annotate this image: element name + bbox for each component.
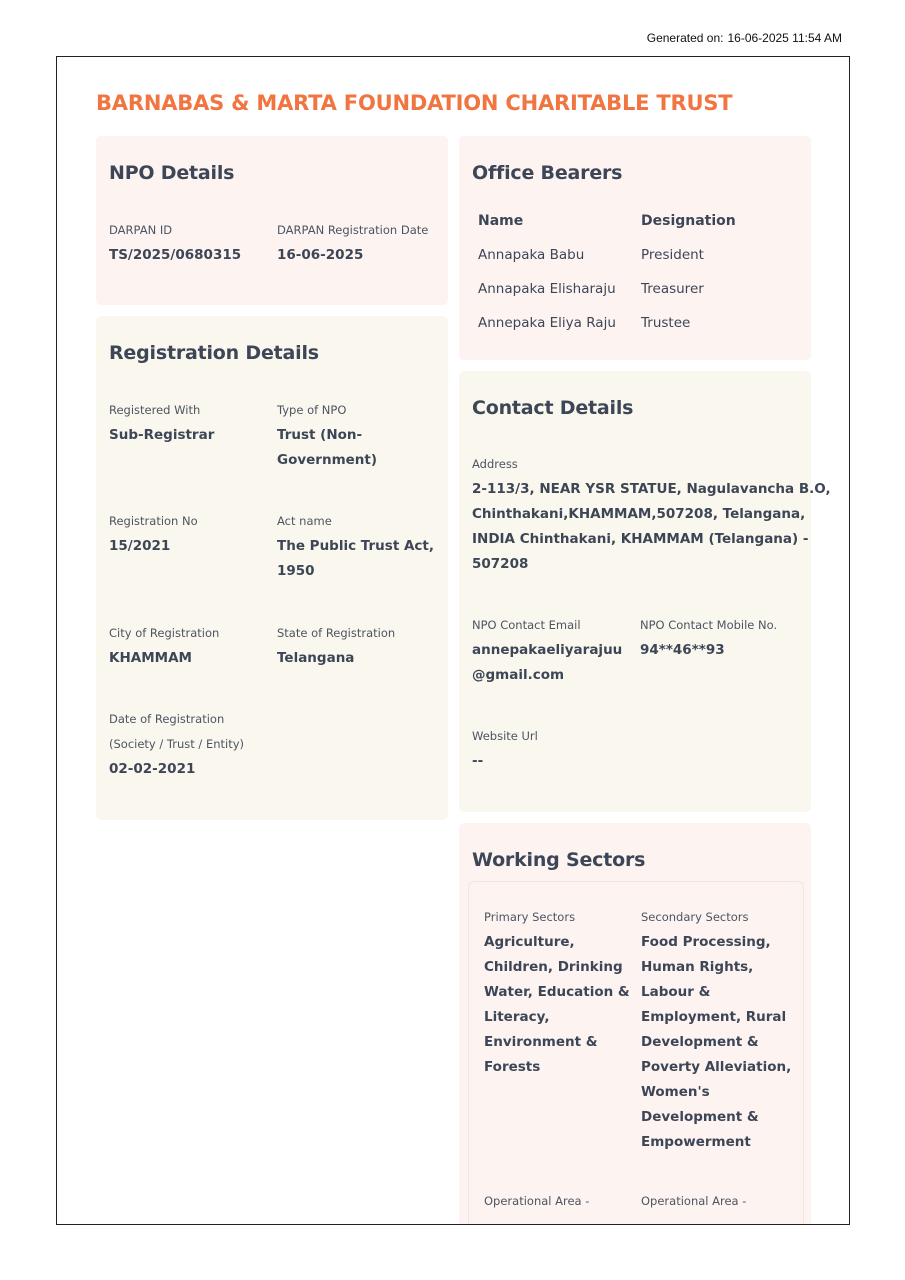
act-name-line: The Public Trust Act, bbox=[277, 538, 435, 554]
bearer-name-header: Name bbox=[478, 213, 524, 229]
registration-date-value: 02-02-2021 bbox=[109, 761, 196, 777]
darpan-id-value: TS/2025/0680315 bbox=[109, 247, 242, 263]
bearer-designation-header: Designation bbox=[641, 213, 736, 229]
contact-email-line: @gmail.com bbox=[472, 667, 565, 683]
registration-details-title: Registration Details bbox=[109, 342, 319, 364]
contact-email-line: annepakaeliyarajuu bbox=[472, 642, 623, 658]
act-name-label: Act name bbox=[277, 514, 332, 528]
registration-no-label: Registration No bbox=[109, 514, 198, 528]
secondary-sector-line: Development & bbox=[641, 1034, 759, 1050]
bearer-row-designation: Trustee bbox=[641, 315, 691, 331]
registered-with-value: Sub-Registrar bbox=[109, 427, 215, 443]
npo-type-label: Type of NPO bbox=[277, 403, 347, 417]
contact-details-card bbox=[459, 371, 831, 812]
state-label: State of Registration bbox=[277, 626, 396, 640]
npo-details-title: NPO Details bbox=[109, 162, 235, 184]
npo-type-value bbox=[277, 423, 377, 473]
secondary-sector-line: Empowerment bbox=[641, 1134, 751, 1150]
secondary-sector-line: Development & bbox=[641, 1109, 759, 1125]
contact-email-value bbox=[472, 638, 622, 688]
generated-label: Generated on: bbox=[646, 31, 724, 45]
act-name-value bbox=[277, 534, 434, 584]
npo-details-card bbox=[96, 136, 448, 305]
bearer-row-designation: Treasurer bbox=[641, 281, 704, 297]
generated-timestamp bbox=[643, 31, 842, 45]
primary-sector-line: Environment & bbox=[484, 1034, 598, 1050]
primary-sectors-value bbox=[484, 930, 630, 1080]
registered-with-label: Registered With bbox=[109, 403, 201, 417]
working-sectors-card bbox=[459, 823, 811, 1225]
registration-no-value: 15/2021 bbox=[109, 538, 171, 554]
secondary-sectors-label: Secondary Sectors bbox=[641, 910, 749, 924]
primary-sector-line: Literacy, bbox=[484, 1009, 550, 1025]
website-label: Website Url bbox=[472, 729, 538, 743]
address-line: Chinthakani,KHAMMAM,507208, Telangana, bbox=[472, 506, 806, 522]
organization-title: BARNABAS & MARTA FOUNDATION CHARITABLE TRUST bbox=[96, 91, 733, 115]
registration-details-card bbox=[96, 316, 448, 820]
primary-sectors-label: Primary Sectors bbox=[484, 910, 576, 924]
registration-date-label-line: (Society / Trust / Entity) bbox=[109, 737, 245, 751]
address-line: INDIA Chinthakani, KHAMMAM (Telangana) - bbox=[472, 531, 809, 547]
sectors-panel bbox=[468, 881, 804, 1225]
npo-type-line: Trust (Non- bbox=[277, 427, 363, 443]
office-bearers-title: Office Bearers bbox=[472, 162, 623, 184]
primary-sector-line: Forests bbox=[484, 1059, 541, 1075]
bearer-row-name: Annapaka Elisharaju bbox=[478, 281, 616, 297]
state-value: Telangana bbox=[277, 650, 355, 666]
secondary-sector-line: Labour & bbox=[641, 984, 711, 1000]
document-frame bbox=[56, 56, 850, 1225]
act-name-line: 1950 bbox=[277, 563, 315, 579]
darpan-id-label: DARPAN ID bbox=[109, 223, 173, 237]
operational-area-label: Operational Area - bbox=[484, 1194, 590, 1208]
secondary-sector-line: Food Processing, bbox=[641, 934, 771, 950]
city-value: KHAMMAM bbox=[109, 650, 192, 666]
darpan-reg-date-value: 16-06-2025 bbox=[277, 247, 364, 263]
primary-sector-line: Water, Education & bbox=[484, 984, 630, 1000]
address-label: Address bbox=[472, 457, 518, 471]
address-line: 2-113/3, NEAR YSR STATUE, Nagulavancha B.O, bbox=[472, 481, 831, 497]
contact-email-label: NPO Contact Email bbox=[472, 618, 581, 632]
primary-sector-line: Children, Drinking bbox=[484, 959, 623, 975]
darpan-reg-date-label: DARPAN Registration Date bbox=[277, 223, 429, 237]
office-bearers-card bbox=[459, 136, 811, 360]
address-value bbox=[472, 477, 831, 577]
bearer-row-name: Annapaka Babu bbox=[478, 247, 585, 263]
contact-mobile-label: NPO Contact Mobile No. bbox=[640, 618, 778, 632]
contact-mobile-value: 94**46**93 bbox=[640, 642, 725, 658]
operational-area-label: Operational Area - bbox=[641, 1194, 747, 1208]
website-value: -- bbox=[472, 753, 484, 769]
primary-sector-line: Agriculture, bbox=[484, 934, 575, 950]
contact-details-title: Contact Details bbox=[472, 397, 634, 419]
secondary-sector-line: Employment, Rural bbox=[641, 1009, 787, 1025]
address-line: 507208 bbox=[472, 556, 529, 572]
npo-type-line: Government) bbox=[277, 452, 378, 468]
working-sectors-title: Working Sectors bbox=[472, 849, 646, 871]
generated-value: 16-06-2025 11:54 AM bbox=[727, 31, 842, 45]
bearer-row-designation: President bbox=[641, 247, 704, 263]
registration-date-label-line: Date of Registration bbox=[109, 712, 225, 726]
city-label: City of Registration bbox=[109, 626, 220, 640]
secondary-sector-line: Poverty Alleviation, bbox=[641, 1059, 792, 1075]
registration-date-label bbox=[109, 707, 244, 757]
bearer-row-name: Annepaka Eliya Raju bbox=[478, 315, 616, 331]
secondary-sector-line: Human Rights, bbox=[641, 959, 754, 975]
secondary-sector-line: Women's bbox=[641, 1084, 710, 1100]
secondary-sectors-value bbox=[641, 930, 791, 1155]
